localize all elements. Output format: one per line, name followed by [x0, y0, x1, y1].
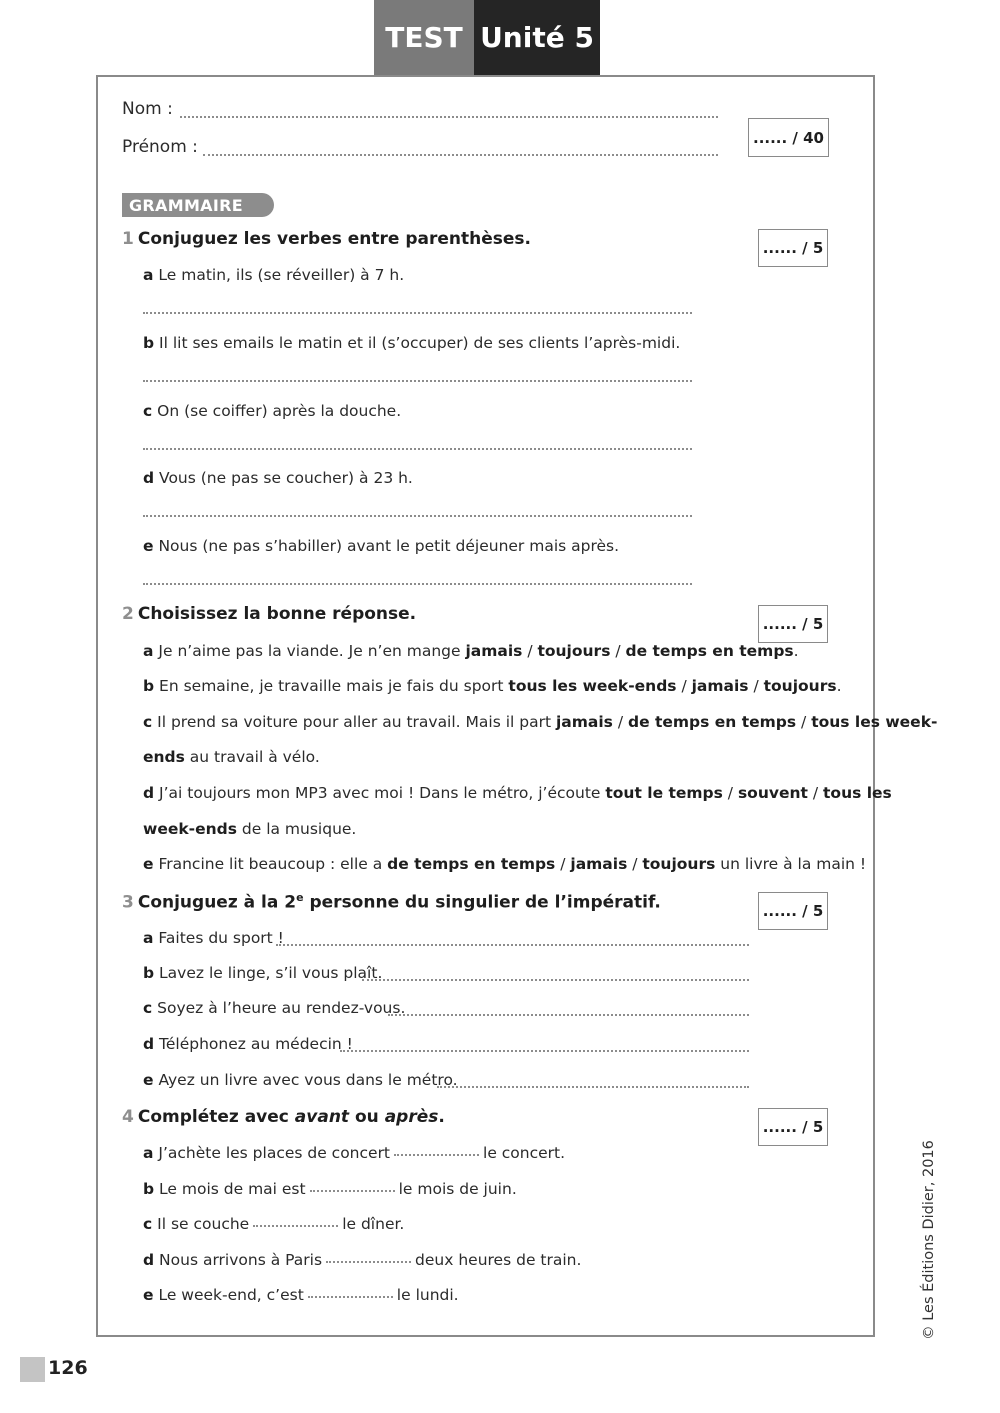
q4-blank-e[interactable]	[308, 1296, 393, 1298]
q2-item-d: d J’ai toujours mon MP3 avec moi ! Dans le métro, j’écoute tout le temps / souvent / tous les	[143, 784, 892, 802]
copyright-notice: © Les Éditions Didier, 2016	[921, 1140, 937, 1340]
q3-answer-a[interactable]	[276, 944, 749, 946]
q2-c-option-1[interactable]: jamais	[555, 713, 613, 731]
q4-item-c: c Il se couche le dîner.	[143, 1215, 405, 1233]
q2-item-e: e Francine lit beaucoup : elle a de temps en temps / jamais / toujours un livre à la main !	[143, 855, 867, 873]
q4-item-e: e Le week-end, c’est le lundi.	[143, 1286, 459, 1304]
q2-c-option-2[interactable]: de temps en temps	[627, 713, 797, 731]
section-grammaire-tab: GRAMMAIRE	[122, 193, 274, 217]
q3-answer-b[interactable]	[362, 979, 749, 981]
q2-item-c: c Il prend sa voiture pour aller au travail. Mais il part jamais / de temps en temps / tous les week-	[143, 713, 938, 731]
q3-item-b: b Lavez le linge, s’il vous plaît.	[143, 964, 383, 982]
q2-b-option-3[interactable]: toujours	[763, 677, 837, 695]
q3-score-box: ...... / 5	[758, 892, 828, 930]
q3-answer-e[interactable]	[437, 1086, 749, 1088]
q1-item-d: d Vous (ne pas se coucher) à 23 h.	[143, 469, 413, 487]
q4-score-box: ...... / 5	[758, 1108, 828, 1146]
q1-answer-e[interactable]	[143, 583, 692, 585]
q1-score-box: ...... / 5	[758, 229, 828, 267]
q2-a-option-1[interactable]: jamais	[465, 642, 523, 660]
q2-item-b: b En semaine, je travaille mais je fais du sport tous les week-ends / jamais / toujours.	[143, 677, 842, 695]
q3-item-c: c Soyez à l’heure au rendez-vous.	[143, 999, 406, 1017]
q1-title: Conjuguez les verbes entre parenthèses.	[137, 229, 532, 249]
q2-b-option-2[interactable]: jamais	[691, 677, 749, 695]
q3-number: 3	[122, 892, 134, 913]
q2-e-option-1[interactable]: de temps en temps	[387, 855, 556, 873]
q4-heading: 4 Complétez avec avant ou après.	[122, 1107, 445, 1127]
q2-a-option-3[interactable]: de temps en temps	[625, 642, 794, 660]
q2-b-option-1[interactable]: tous les week-ends	[508, 677, 677, 695]
prenom-label: Prénom :	[122, 137, 198, 157]
q4-item-b: b Le mois de mai est le mois de juin.	[143, 1180, 517, 1198]
q4-item-a: a J’achète les places de concert le concert.	[143, 1144, 566, 1162]
page-marker-square	[20, 1357, 45, 1382]
q2-number: 2	[122, 604, 134, 624]
q2-e-option-2[interactable]: jamais	[570, 855, 628, 873]
q1-item-a: a Le matin, ils (se réveiller) à 7 h.	[143, 266, 405, 284]
q3-item-e: e Ayez un livre avec vous dans le métro.	[143, 1071, 458, 1089]
header-unit-label: Unité 5	[474, 0, 600, 75]
q4-number: 4	[122, 1107, 134, 1127]
q1-heading	[122, 229, 531, 249]
q1-answer-d[interactable]	[143, 515, 692, 517]
q1-item-c: c On (se coiffer) après la douche.	[143, 402, 402, 420]
total-score-box: ...... / 40	[748, 118, 829, 157]
q3-heading: 3 Conjuguez à la 2e personne du singulier de l’impératif.	[122, 891, 661, 913]
q4-item-d: d Nous arrivons à Paris deux heures de train.	[143, 1251, 582, 1269]
q2-c-option-3-cont[interactable]: ends	[143, 748, 185, 766]
q2-c-option-3[interactable]: tous les week-	[811, 713, 938, 731]
q4-blank-d[interactable]	[326, 1261, 411, 1263]
q4-blank-c[interactable]	[253, 1225, 338, 1227]
page-number: 126	[48, 1357, 88, 1379]
q2-title: Choisissez la bonne réponse.	[137, 604, 417, 624]
q2-score-box: ...... / 5	[758, 605, 828, 643]
q2-d-option-3[interactable]: tous les	[823, 784, 892, 802]
nom-field[interactable]	[180, 116, 718, 118]
q2-item-a: a Je n’aime pas la viande. Je n’en mange jamais / toujours / de temps en temps.	[143, 642, 799, 660]
q1-item-e: e Nous (ne pas s’habiller) avant le petit déjeuner mais après.	[143, 537, 620, 555]
q2-a-option-2[interactable]: toujours	[537, 642, 611, 660]
q3-item-d: d Téléphonez au médecin !	[143, 1035, 353, 1053]
q3-answer-d[interactable]	[340, 1050, 749, 1052]
q4-blank-a[interactable]	[394, 1154, 479, 1156]
prenom-field[interactable]	[203, 154, 718, 156]
q2-item-c-cont: ends au travail à vélo.	[143, 748, 320, 766]
q2-item-d-cont: week-ends de la musique.	[143, 820, 357, 838]
nom-label: Nom :	[122, 99, 173, 119]
q1-answer-a[interactable]	[143, 312, 692, 314]
q1-number: 1	[122, 229, 134, 249]
q2-heading	[122, 604, 416, 624]
q1-answer-b[interactable]	[143, 380, 692, 382]
q4-blank-b[interactable]	[310, 1190, 395, 1192]
q2-d-option-1[interactable]: tout le temps	[605, 784, 723, 802]
q3-answer-c[interactable]	[388, 1014, 749, 1016]
q3-item-a: a Faites du sport !	[143, 929, 284, 947]
q1-answer-c[interactable]	[143, 448, 692, 450]
q1-item-b: b Il lit ses emails le matin et il (s’occuper) de ses clients l’après-midi.	[143, 334, 681, 352]
q2-d-option-3-cont[interactable]: week-ends	[143, 820, 237, 838]
q2-e-option-3[interactable]: toujours	[642, 855, 716, 873]
header-test-label: TEST	[374, 0, 474, 75]
q2-d-option-2[interactable]: souvent	[737, 784, 808, 802]
